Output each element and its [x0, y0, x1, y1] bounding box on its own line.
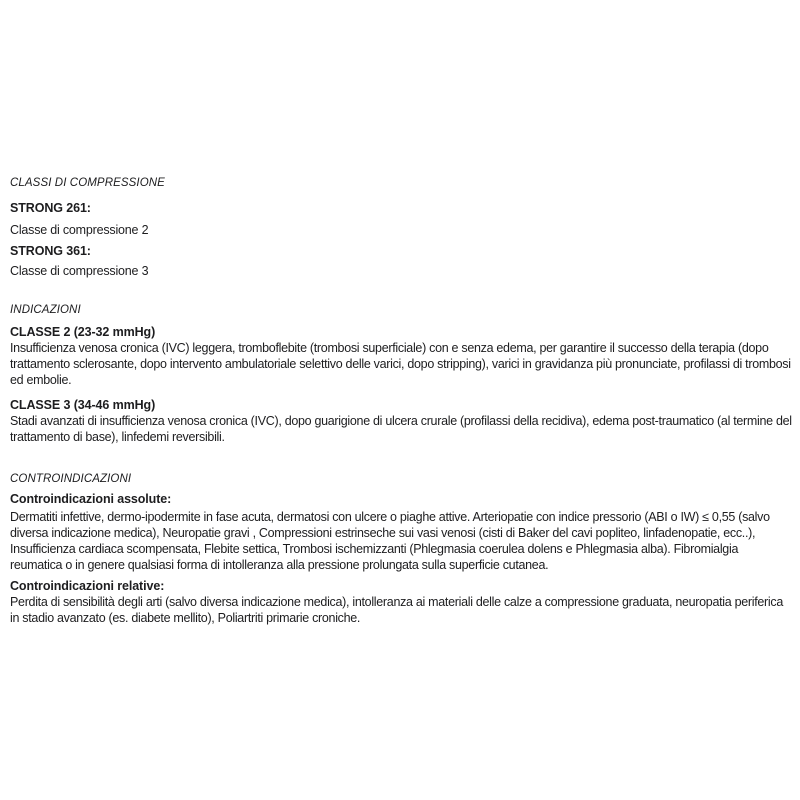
- relative-contraindications-label: Controindicazioni relative:: [10, 579, 165, 593]
- absolute-contraindications-paragraph: Dermatiti infettive, dermo-ipodermite in fase acuta, dermatosi con ulcere o piaghe attive. Arteriopatie con indice pressorio (ABI o IW) ≤ 0,55 (salvo diversa indicazione medica), Neuropatie gravi , Compressioni estrinseche sui vasi venosi (cisti di Baker del cavi popliteo, linfadenopatie, ecc..), Insufficienza cardiaca scompensata, Flebite settica, Trombosi ischemizzanti (Phlegmasia coerulea dolens e Phlegmasia alba). Fibromialgia reumatica o in genere qualsiasi forma di intolleranza alla pressione prolungata sulla superficie cutanea.: [10, 510, 770, 572]
- section-heading-indications: INDICAZIONI: [10, 304, 81, 316]
- product-value-strong-261: Classe di compressione 2: [10, 223, 149, 237]
- section-heading-contraindications: CONTROINDICAZIONI: [10, 473, 132, 485]
- product-label-strong-261: STRONG 261:: [10, 201, 91, 215]
- section-compression-classes: [10, 175, 792, 279]
- class-3-label: CLASSE 3 (34-46 mmHg): [10, 398, 156, 412]
- class-2-label: CLASSE 2 (23-32 mmHg): [10, 325, 156, 339]
- class-3-paragraph: Stadi avanzati di insufficienza venosa cronica (IVC), dopo guarigione di ulcera crurale (profilassi della recidiva), edema post-traumatico (al termine del trattamento di base), linfedemi reversibili.: [10, 414, 792, 444]
- class-2-paragraph: Insufficienza venosa cronica (IVC) leggera, tromboflebite (trombosi superficiale) con e senza edema, per garantire il successo della terapia (dopo trattamento sclerosante, dopo intervento ambulatoriale selettivo delle varici, dopo stripping), varici in gravidanza più pronunciate, profilassi di trombosi ed embolie.: [10, 341, 791, 387]
- section-contraindications: [10, 471, 792, 626]
- product-label-strong-361: STRONG 361:: [10, 244, 91, 258]
- relative-contraindications-paragraph: Perdita di sensibilità degli arti (salvo diversa indicazione medica), intolleranza ai materiali delle calze a compressione graduata, neuropatia periferica in stadio avanzato (es. diabete mellito), Poliartriti primarie croniche.: [10, 595, 783, 625]
- section-heading-compression-classes: CLASSI DI COMPRESSIONE: [10, 177, 165, 189]
- absolute-contraindications-label: Controindicazioni assolute:: [10, 492, 172, 506]
- product-value-strong-361: Classe di compressione 3: [10, 264, 149, 278]
- section-indications: [10, 302, 792, 445]
